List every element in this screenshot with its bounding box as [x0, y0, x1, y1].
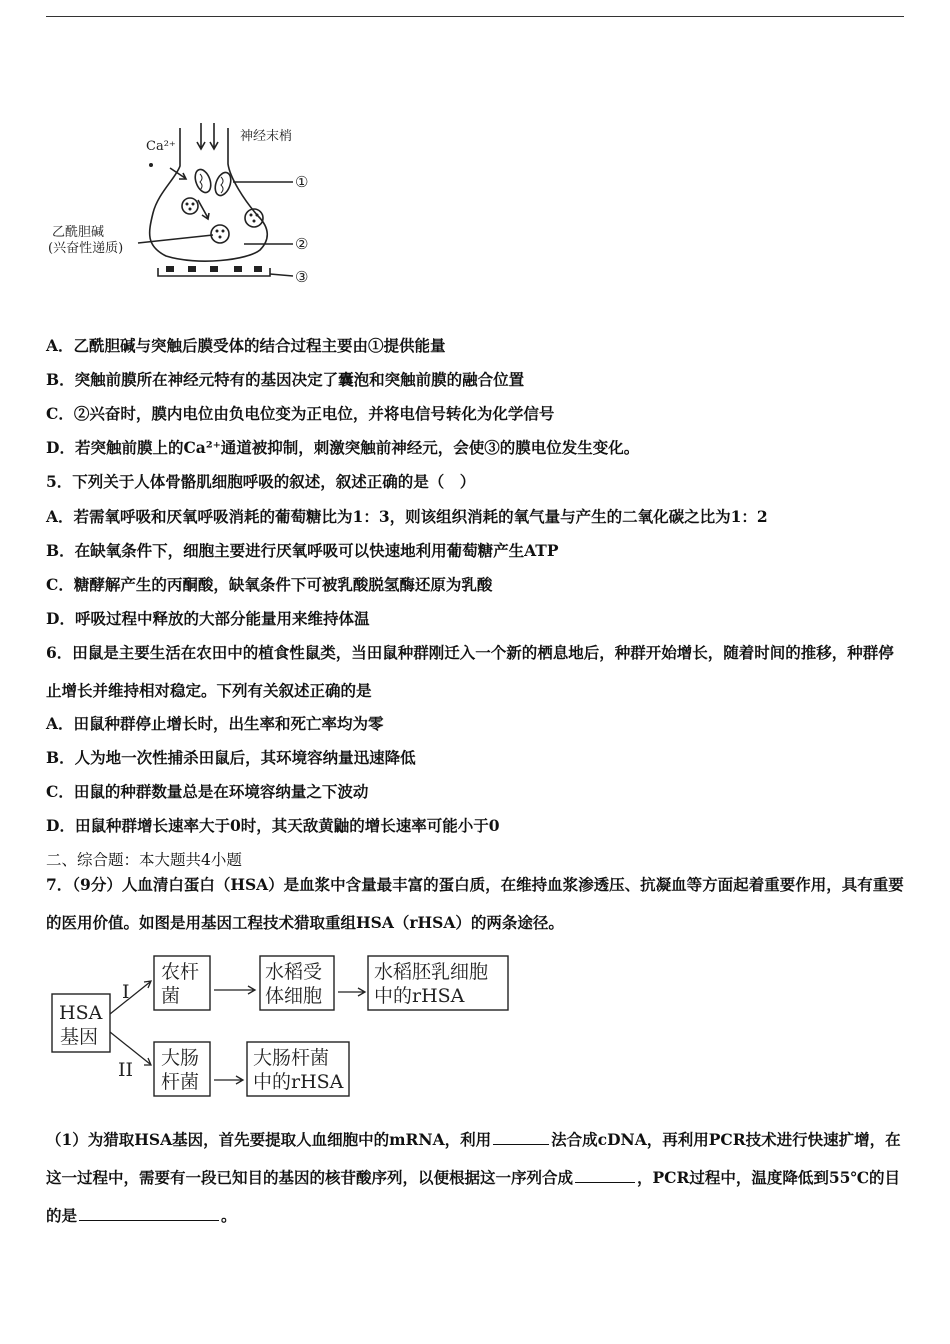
answer-blank-1[interactable] — [493, 1130, 549, 1145]
arrow-icon — [214, 986, 255, 994]
synapse-figure — [48, 118, 338, 293]
section-heading: 二、综合题：本大题共4小题 — [46, 851, 242, 869]
box2-line1: 水稻受 — [265, 961, 323, 983]
q6-option-c: C．田鼠的种群数量总是在环境容纳量之下波动 — [46, 782, 369, 801]
q4-option-d: D．若突触前膜上的Ca²⁺通道被抑制，刺激突触前神经元，会使③的膜电位发生变化。 — [46, 438, 640, 457]
box5-line2: 中的rHSA — [253, 1071, 344, 1093]
arrow-route-1 — [110, 981, 151, 1014]
q5-option-c: C．糖酵解产生的丙酮酸，缺氧条件下可被乳酸脱氢酶还原为乳酸 — [46, 575, 493, 594]
hsa-gene-line2: 基因 — [60, 1026, 99, 1048]
header-rule — [46, 16, 904, 17]
arrow-icon — [338, 988, 365, 996]
vesicle-icon — [182, 198, 198, 214]
down-arrow-icon — [197, 123, 205, 149]
calcium-ion-icon — [149, 163, 153, 167]
box3-line2: 中的rHSA — [374, 985, 465, 1007]
q5-option-b: B．在缺氧条件下，细胞主要进行厌氧呼吸可以快速地利用葡萄糖产生ATP — [46, 541, 559, 560]
box1-line1: 农杆 — [161, 961, 200, 983]
q7-sub1: （1）为猎取HSA基因，首先要提取人血细胞中的mRNA，利用 法合成cDNA，再利用PCR技术进行快速扩增，在这一过程中，需要有一段已知目的基因的核苷酸序列，以便根据这一序列合成 ，PCR过程中，温度降低到55℃的目的是 。 — [46, 1130, 901, 1225]
acetylcholine-label: 乙酰胆碱 — [52, 225, 105, 240]
arrow-icon — [214, 1076, 243, 1084]
vesicle-icon — [211, 225, 229, 243]
marker-2: ② — [295, 235, 309, 253]
nerve-ending-label: 神经末梢 — [240, 129, 293, 144]
q5-option-d: D．呼吸过程中释放的大部分能量用来维持体温 — [46, 609, 370, 628]
route-2-label: II — [118, 1059, 134, 1081]
marker-3: ③ — [295, 268, 309, 286]
marker-1: ① — [295, 173, 309, 191]
box4-line2: 杆菌 — [161, 1071, 200, 1093]
mitochondrion-icon — [192, 167, 213, 194]
hsa-gene-line1: HSA — [59, 1002, 103, 1024]
q4-option-c: C．②兴奋时，膜内电位由负电位变为正电位，并将电信号转化为化学信号 — [46, 404, 555, 423]
q6-stem: 6．田鼠是主要生活在农田中的植食性鼠类，当田鼠种群刚迁入一个新的栖息地后，种群开始增长，随着时间的推移，种群停止增长并维持相对稳定。下列有关叙述正确的是 — [46, 643, 894, 700]
gene-engineering-flowchart — [48, 952, 518, 1102]
q4-option-a: A．乙酰胆碱与突触后膜受体的结合过程主要由①提供能量 — [46, 336, 446, 355]
q7-stem: 7．（9分）人血清白蛋白（HSA）是血浆中含量最丰富的蛋白质，在维持血浆渗透压、抗凝血等方面起着重要作用，具有重要的医用价值。如图是用基因工程技术猎取重组HSA（rHSA）的两条途径。 — [46, 875, 904, 932]
down-arrow-icon — [210, 123, 218, 149]
q6-option-b: B．人为地一次性捕杀田鼠后，其环境容纳量迅速降低 — [46, 748, 416, 767]
vesicle-arrow-icon — [198, 200, 209, 219]
box5-line1: 大肠杆菌 — [253, 1047, 330, 1069]
box2-line2: 体细胞 — [265, 985, 323, 1007]
box3-line1: 水稻胚乳细胞 — [374, 961, 489, 983]
transmitter-label: (兴奋性递质) — [48, 241, 124, 256]
q5-stem: 5．下列关于人体骨骼肌细胞呼吸的叙述，叙述正确的是（ ） — [46, 472, 476, 491]
answer-blank-3[interactable] — [79, 1206, 219, 1221]
q5-option-a: A．若需氧呼吸和厌氧呼吸消耗的葡萄糖比为1：3，则该组织消耗的氧气量与产生的二氧化碳之比为1：2 — [46, 507, 768, 526]
route-1-label: I — [122, 981, 130, 1003]
box4-line1: 大肠 — [161, 1047, 200, 1069]
q6-option-a: A．田鼠种群停止增长时，出生率和死亡率均为零 — [46, 714, 384, 733]
q4-option-b: B．突触前膜所在神经元特有的基因决定了囊泡和突触前膜的融合位置 — [46, 370, 525, 389]
answer-blank-2[interactable] — [575, 1168, 635, 1183]
calcium-label: Ca²⁺ — [146, 139, 176, 154]
box1-line2: 菌 — [161, 985, 181, 1007]
q6-option-d: D．田鼠种群增长速率大于0时，其天敌黄鼬的增长速率可能小于0 — [46, 816, 500, 835]
